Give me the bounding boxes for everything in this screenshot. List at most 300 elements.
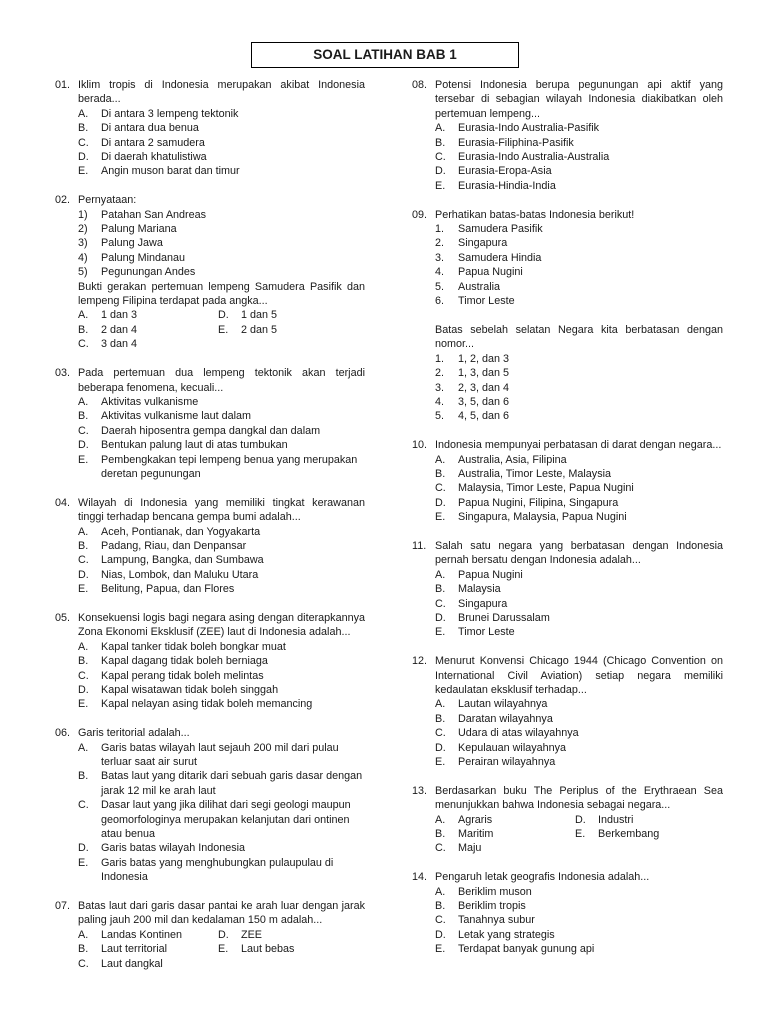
option-letter: E.: [575, 828, 586, 841]
answer-option: [435, 712, 723, 726]
question-number: 03.: [55, 367, 71, 380]
option-text: Batas laut yang ditarik dari sebuah garis dasar dengan jarak 12 mil ke arah laut: [101, 770, 363, 797]
option-letter: C.: [78, 799, 89, 812]
option-text: Industri: [598, 813, 634, 826]
question-number: 05.: [55, 611, 71, 624]
question-spacer: [55, 352, 365, 366]
option-letter: C.: [435, 914, 446, 927]
question-14: [412, 870, 723, 956]
answer-option: [435, 366, 723, 380]
answer-option: [435, 582, 723, 596]
option-text: Garis batas wilayah laut sejauh 200 mil dari pulau terluar saat air surut: [101, 741, 339, 769]
statement-text: Australia: [458, 280, 501, 293]
answer-option: [435, 381, 723, 395]
statement-item: [78, 222, 365, 236]
option-text: Kapal nelayan asing tidak boleh memancing: [101, 698, 313, 711]
statement-number: 2.: [435, 237, 445, 250]
answer-option: [78, 856, 365, 885]
answer-option: [78, 769, 365, 798]
answer-option: [78, 669, 365, 683]
option-letter: B.: [78, 323, 89, 336]
answer-option: [435, 496, 723, 510]
option-text: 3, 5, dan 6: [458, 395, 510, 408]
option-letter: D.: [435, 928, 446, 941]
option-letter: D.: [435, 741, 446, 754]
option-text: Letak yang strategis: [458, 928, 555, 941]
question-spacer: [412, 769, 723, 783]
statement-text: Palung Mariana: [101, 223, 177, 236]
option-letter: E.: [435, 179, 446, 192]
left-column: [55, 78, 365, 971]
question-stem: Pernyataan:: [78, 194, 137, 207]
answer-option: [435, 928, 723, 942]
answer-option: [435, 352, 723, 366]
option-text: Timor Leste: [458, 626, 515, 639]
question-stem: Berdasarkan buku The Periplus of the Erythraean Sea menunjukkan bahwa Indonesia sebagai negara...: [435, 784, 723, 812]
option-text: Aceh, Pontianak, dan Yogyakarta: [101, 525, 261, 538]
option-letter: C.: [435, 151, 446, 164]
statement-text: Singapura: [458, 237, 508, 250]
answer-option: [78, 424, 365, 438]
statement-number: 1): [78, 208, 88, 221]
answer-option: [435, 481, 723, 495]
option-letter: D.: [78, 439, 89, 452]
answer-option: [435, 885, 723, 899]
option-letter: A.: [78, 928, 89, 941]
question-number: 02.: [55, 194, 71, 207]
option-text: Eurasia-Indo Australia-Australia: [458, 151, 610, 164]
question-stem: Potensi Indonesia berupa pegunungan api aktif yang tersebar di sebagian wilayah Indonesia diakibatkan oleh pertemuan lempeng...: [435, 79, 723, 120]
answer-option: [78, 798, 365, 841]
option-text: Laut dangkal: [101, 957, 163, 970]
option-letter: E.: [435, 943, 446, 956]
option-text: Berkembang: [598, 828, 660, 841]
answer-option: [435, 697, 723, 711]
option-text: Garis batas yang menghubungkan pulaupulau di Indonesia: [101, 856, 334, 884]
option-text: 1, 2, dan 3: [458, 352, 510, 365]
question-stem: Konsekuensi logis bagi negara asing dengan diterapkannya Zona Ekonomi Eksklusif (ZEE) laut di Indonesia adalah...: [78, 611, 365, 639]
option-letter: A.: [435, 885, 446, 898]
question-04: [55, 496, 365, 597]
option-letter: B.: [435, 583, 446, 596]
statement-item: [435, 265, 723, 279]
option-letter: D.: [435, 165, 446, 178]
statement-item: [78, 236, 365, 250]
question-stem-continued: Batas sebelah selatan Negara kita berbatasan dengan nomor...: [435, 323, 723, 351]
option-text: Lautan wilayahnya: [458, 698, 548, 711]
question-07: [55, 899, 365, 971]
option-text: Kapal dagang tidak boleh berniaga: [101, 655, 268, 668]
empty-cell: [218, 957, 365, 971]
answer-option: [78, 395, 365, 409]
option-letter: D.: [78, 842, 89, 855]
option-letter: B.: [435, 900, 446, 913]
statement-item: [78, 265, 365, 279]
option-letter: 5.: [435, 410, 445, 423]
statement-number: 5.: [435, 280, 445, 293]
option-letter: C.: [78, 554, 89, 567]
question-spacer: [412, 856, 723, 870]
question-spacer: [55, 597, 365, 611]
option-text: Eurasia-Eropa-Asia: [458, 165, 552, 178]
empty-cell: [575, 841, 723, 855]
option-letter: B.: [78, 539, 89, 552]
question-spacer: [412, 640, 723, 654]
answer-option: [218, 942, 365, 956]
option-text: Brunei Darussalam: [458, 611, 550, 624]
answer-option: [78, 654, 365, 668]
option-text: Kepulauan wilayahnya: [458, 741, 567, 754]
option-text: Di antara dua benua: [101, 122, 199, 135]
statement-number: 3.: [435, 251, 445, 264]
option-text: Di antara 2 samudera: [101, 136, 205, 149]
question-number: 14.: [412, 871, 428, 884]
statement-text: Palung Mindanau: [101, 251, 186, 264]
statement-text: Papua Nugini: [458, 266, 523, 279]
option-letter: A.: [435, 698, 446, 711]
question-number: 06.: [55, 727, 71, 740]
answer-option: [435, 136, 723, 150]
option-text: Landas Kontinen: [101, 928, 183, 941]
option-letter: C.: [435, 842, 446, 855]
question-10: [412, 438, 723, 524]
answer-option: [78, 164, 365, 178]
option-letter: A.: [78, 395, 89, 408]
question-13: [412, 784, 723, 856]
answer-options-grid: [78, 308, 365, 351]
statement-text: Palung Jawa: [101, 237, 163, 250]
option-text: Eurasia-Hindia-India: [458, 179, 556, 192]
answer-option: [78, 438, 365, 452]
option-letter: A.: [435, 568, 446, 581]
option-letter: 3.: [435, 381, 445, 394]
statement-text: Pegunungan Andes: [101, 266, 196, 279]
option-letter: D.: [78, 151, 89, 164]
option-text: Kapal wisatawan tidak boleh singgah: [101, 684, 279, 696]
answer-option: [78, 107, 365, 121]
option-letter: A.: [78, 309, 89, 322]
answer-option: [435, 741, 723, 755]
option-text: Lampung, Bangka, dan Sumbawa: [101, 554, 264, 567]
answer-option: [78, 308, 218, 322]
page-title: SOAL LATIHAN BAB 1: [251, 42, 519, 68]
option-letter: 4.: [435, 395, 445, 408]
option-text: Singapura: [458, 597, 508, 610]
answer-option: [78, 553, 365, 567]
option-text: 4, 5, dan 6: [458, 410, 510, 423]
statement-text: Timor Leste: [458, 295, 515, 308]
question-01: [55, 78, 365, 179]
option-letter: E.: [78, 453, 89, 466]
answer-option: [575, 827, 723, 841]
answer-option: [218, 928, 365, 942]
empty-cell: [218, 337, 365, 351]
question-number: 11.: [412, 539, 427, 552]
statement-item: [78, 208, 365, 222]
option-letter: 2.: [435, 367, 445, 380]
statement-text: Samudera Pasifik: [458, 223, 543, 236]
answer-option: [435, 913, 723, 927]
option-letter: E.: [78, 165, 89, 178]
option-text: Papua Nugini, Filipina, Singapura: [458, 496, 619, 509]
option-text: Kapal tanker tidak boleh bongkar muat: [101, 640, 286, 653]
answer-option: [435, 453, 723, 467]
option-text: Eurasia-Filiphina-Pasifik: [458, 136, 574, 149]
option-text: Daratan wilayahnya: [458, 712, 553, 725]
option-letter: 1.: [435, 352, 445, 365]
answer-option: [78, 337, 218, 351]
option-text: Australia, Asia, Filipina: [458, 453, 567, 466]
answer-option: [78, 525, 365, 539]
option-text: Nias, Lombok, dan Maluku Utara: [101, 568, 259, 581]
answer-option: [435, 625, 723, 639]
option-text: 2 dan 4: [101, 323, 138, 336]
answer-option: [435, 568, 723, 582]
statement-number: 3): [78, 237, 88, 250]
question-stem: Wilayah di Indonesia yang memiliki tingkat kerawanan tinggi terhadap bencana gempa bumi adalah...: [78, 496, 365, 524]
option-text: Pembengkakan tepi lempeng benua yang merupakan deretan pegunungan: [101, 453, 358, 480]
answer-option: [435, 611, 723, 625]
option-text: Tanahnya subur: [458, 914, 535, 927]
option-letter: E.: [435, 511, 446, 524]
option-letter: B.: [435, 136, 446, 149]
statement-item: [435, 222, 723, 236]
option-letter: E.: [78, 698, 89, 711]
answer-option: [78, 697, 365, 711]
question-09: [412, 208, 723, 424]
option-text: Beriklim muson: [458, 885, 532, 898]
statement-text: Samudera Hindia: [458, 251, 542, 264]
option-letter: C.: [435, 727, 446, 740]
option-text: Terdapat banyak gunung api: [458, 943, 595, 956]
option-text: ZEE: [241, 928, 262, 941]
option-text: 1 dan 5: [241, 309, 278, 322]
option-letter: B.: [78, 943, 89, 956]
option-text: Australia, Timor Leste, Malaysia: [458, 467, 612, 480]
option-letter: E.: [78, 583, 89, 596]
statement-text: Patahan San Andreas: [101, 208, 207, 221]
answer-option: [435, 726, 723, 740]
option-letter: D.: [78, 568, 89, 581]
answer-option: [78, 640, 365, 654]
option-text: Laut territorial: [101, 943, 168, 956]
question-stem: Iklim tropis di Indonesia merupakan akibat Indonesia berada...: [78, 79, 365, 106]
answer-option: [78, 568, 365, 582]
statement-number: 2): [78, 223, 88, 236]
option-letter: A.: [435, 122, 446, 135]
answer-option: [435, 899, 723, 913]
answer-option: [435, 467, 723, 481]
option-letter: E.: [435, 756, 446, 769]
answer-option: [78, 582, 365, 596]
option-text: 3 dan 4: [101, 338, 138, 351]
answer-option: [78, 683, 365, 697]
answer-option: [575, 813, 723, 827]
option-text: Angin muson barat dan timur: [101, 165, 240, 178]
question-number: 08.: [412, 79, 428, 91]
answer-option: [78, 957, 218, 971]
option-letter: B.: [78, 655, 89, 668]
option-text: Garis batas wilayah Indonesia: [101, 842, 246, 855]
option-text: 2 dan 5: [241, 323, 278, 336]
option-text: Bentukan palung laut di atas tumbukan: [101, 439, 288, 452]
option-text: Kapal perang tidak boleh melintas: [101, 669, 264, 682]
option-text: Di daerah khatulistiwa: [101, 151, 207, 164]
answer-option: [435, 510, 723, 524]
option-text: Maju: [458, 842, 482, 855]
option-letter: D.: [78, 684, 89, 696]
option-text: 1, 3, dan 5: [458, 367, 510, 380]
question-spacer: [412, 424, 723, 438]
option-text: Udara di atas wilayahnya: [458, 727, 579, 740]
option-letter: A.: [435, 453, 446, 466]
option-letter: D.: [218, 309, 229, 322]
question-stem: Garis teritorial adalah...: [78, 727, 190, 740]
option-letter: A.: [78, 640, 89, 653]
question-number: 01.: [55, 79, 71, 91]
answer-option: [78, 942, 218, 956]
statement-item: [435, 251, 723, 265]
question-stem-continued: Bukti gerakan pertemuan lempeng Samudera Pasifik dan lempeng Filipina terdapat pada angka...: [78, 280, 365, 308]
question-spacer: [55, 885, 365, 899]
statement-item: [435, 280, 723, 294]
statement-item: [435, 236, 723, 250]
option-letter: D.: [435, 496, 446, 509]
question-stem: Pengaruh letak geografis Indonesia adalah...: [435, 871, 650, 884]
answer-option: [78, 150, 365, 164]
question-11: [412, 539, 723, 640]
answer-option: [435, 841, 575, 855]
question-number: 13.: [412, 784, 428, 797]
option-text: Maritim: [458, 828, 494, 841]
statement-number: 5): [78, 266, 88, 279]
statement-item: [78, 251, 365, 265]
option-text: Eurasia-Indo Australia-Pasifik: [458, 122, 600, 135]
answer-options-grid: [78, 928, 365, 971]
option-text: 1 dan 3: [101, 309, 138, 322]
question-number: 09.: [412, 208, 428, 221]
question-spacer: [55, 179, 365, 193]
question-spacer: [55, 712, 365, 726]
option-letter: C.: [78, 424, 89, 437]
option-letter: C.: [78, 957, 89, 970]
answer-option: [78, 453, 365, 482]
option-letter: C.: [435, 482, 446, 495]
statement-item: [435, 294, 723, 308]
option-text: Singapura, Malaysia, Papua Nugini: [458, 511, 627, 524]
answer-option: [435, 597, 723, 611]
option-letter: B.: [435, 467, 446, 480]
answer-option: [78, 323, 218, 337]
question-stem: Perhatikan batas-batas Indonesia berikut!: [435, 208, 635, 221]
option-letter: C.: [78, 338, 89, 351]
answer-option: [435, 813, 575, 827]
question-stem: Salah satu negara yang berbatasan dengan Indonesia pernah bersatu dengan Indonesia adalah...: [435, 539, 723, 567]
option-letter: D.: [218, 928, 229, 941]
answer-option: [218, 323, 365, 337]
question-number: 12.: [412, 655, 428, 668]
option-letter: E.: [435, 626, 446, 639]
statement-number: 4): [78, 251, 88, 264]
statement-number: 6.: [435, 295, 445, 308]
statement-number: 4.: [435, 266, 445, 279]
answer-option: [78, 136, 365, 150]
option-text: Perairan wilayahnya: [458, 756, 556, 769]
question-stem: Menurut Konvensi Chicago 1944 (Chicago Convention on International Civil Aviation) setiap negara memiliki kedaulatan eksklusif terhadap...: [435, 655, 723, 696]
question-spacer: [55, 481, 365, 495]
option-letter: A.: [78, 525, 89, 538]
option-text: Papua Nugini: [458, 568, 523, 581]
statement-number: 1.: [435, 223, 445, 236]
option-text: Beriklim tropis: [458, 900, 526, 913]
option-letter: D.: [575, 813, 586, 826]
right-column: [412, 78, 723, 957]
option-text: Padang, Riau, dan Denpansar: [101, 539, 247, 552]
option-text: Daerah hiposentra gempa dangkal dan dalam: [101, 424, 321, 437]
answer-option: [435, 164, 723, 178]
option-letter: B.: [78, 410, 89, 423]
question-stem: Indonesia mempunyai perbatasan di darat dengan negara...: [435, 439, 722, 452]
answer-option: [435, 121, 723, 135]
answer-option: [435, 827, 575, 841]
option-letter: C.: [78, 669, 89, 682]
option-text: Malaysia: [458, 583, 501, 596]
option-letter: A.: [435, 813, 446, 826]
question-spacer: [412, 525, 723, 539]
option-text: Aktivitas vulkanisme: [101, 395, 199, 408]
answer-option: [435, 395, 723, 409]
option-text: Dasar laut yang jika dilihat dari segi geologi maupun geomorfologinya merupakan kelanjutan dari ontinen atau benua: [101, 799, 351, 841]
answer-option: [78, 741, 365, 770]
answer-option: [435, 755, 723, 769]
option-letter: B.: [435, 828, 446, 841]
option-text: Laut bebas: [241, 943, 295, 956]
question-02: [55, 193, 365, 351]
answer-option: [78, 121, 365, 135]
option-letter: A.: [78, 107, 89, 120]
answer-option: [78, 928, 218, 942]
option-text: Di antara 3 lempeng tektonik: [101, 107, 239, 120]
option-letter: C.: [78, 136, 89, 149]
spacer: [435, 308, 723, 322]
question-05: [55, 611, 365, 712]
option-letter: E.: [218, 943, 229, 956]
answer-option: [435, 409, 723, 423]
option-letter: B.: [78, 770, 89, 783]
question-12: [412, 654, 723, 769]
option-text: Aktivitas vulkanisme laut dalam: [101, 410, 252, 423]
answer-option: [435, 942, 723, 956]
answer-option: [435, 150, 723, 164]
question-stem: Batas laut dari garis dasar pantai ke arah luar dengan jarak paling jauh 200 mil dan kedalaman 150 m adalah...: [78, 900, 365, 927]
question-number: 07.: [55, 900, 71, 913]
answer-option: [435, 179, 723, 193]
option-letter: B.: [435, 712, 446, 725]
option-text: Belitung, Papua, dan Flores: [101, 583, 235, 596]
option-text: Malaysia, Timor Leste, Papua Nugini: [458, 482, 634, 495]
option-text: Agraris: [458, 813, 493, 826]
question-number: 04.: [55, 496, 71, 509]
question-08: [412, 78, 723, 193]
answer-option: [78, 841, 365, 855]
option-letter: B.: [78, 122, 89, 135]
answer-option: [78, 409, 365, 423]
question-spacer: [412, 193, 723, 207]
option-text: 2, 3, dan 4: [458, 381, 510, 394]
answer-option: [78, 539, 365, 553]
question-06: [55, 726, 365, 884]
option-letter: C.: [435, 597, 446, 610]
